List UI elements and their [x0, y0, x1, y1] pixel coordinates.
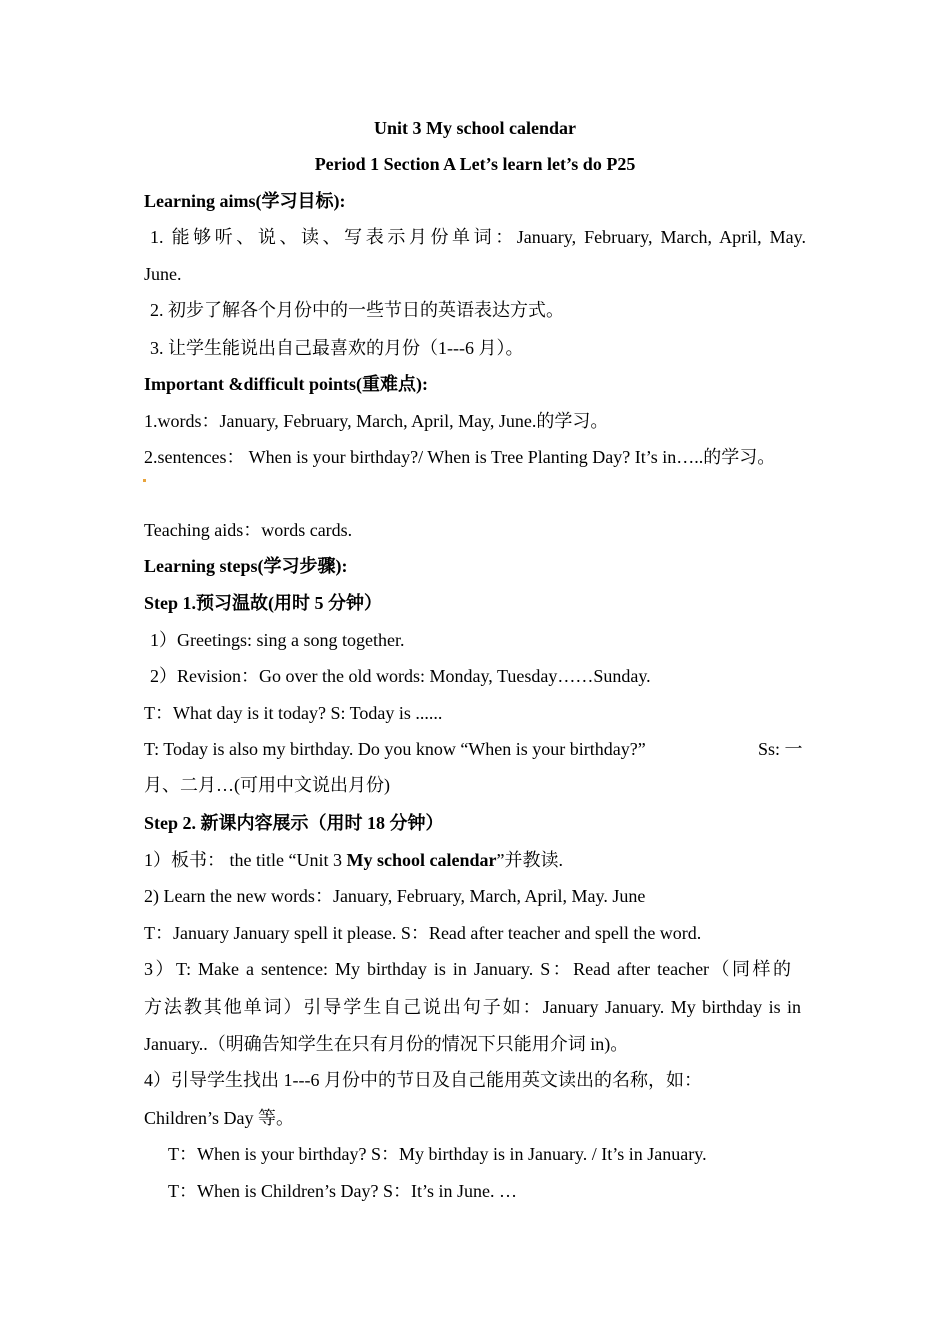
step-2-line-3: T：January January spell it please. S：Read after teacher and spell the word. — [144, 923, 702, 943]
document-title: Unit 3 My school calendar — [374, 118, 576, 138]
margin-marker — [143, 479, 146, 482]
key-point-2: 2.sentences： When is your birthday?/ When is Tree Planting Day? It’s in…..的学习。 — [144, 447, 776, 467]
step-1-line-5: 月、二月…(可用中文说出月份) — [144, 775, 390, 795]
step-2-line-9: T：When is your birthday? S：My birthday is in January. / It’s in January. — [168, 1144, 707, 1164]
learning-aim-2: 2. 初步了解各个月份中的一些节日的英语表达方式。 — [150, 300, 564, 320]
step-2-heading: Step 2. 新课内容展示（用时 18 分钟） — [144, 813, 444, 833]
step-2-line-1-pre: 1）板书： the title “Unit 3 — [144, 850, 347, 870]
key-point-1: 1.words：January, February, March, April, May, June.的学习。 — [144, 411, 609, 431]
key-points-heading: Important &difficult points(重难点): — [144, 374, 428, 394]
step-2-line-6: January..（明确告知学生在只有月份的情况下只能用介词 in)。 — [144, 1034, 629, 1054]
step-2-line-5: 方法教其他单词）引导学生自己说出句子如：January January. My birthday is in — [144, 997, 801, 1017]
learning-aim-1-continued: June. — [144, 264, 182, 284]
step-2-line-1 — [144, 848, 563, 872]
step-2-line-7: 4）引导学生找出 1---6 月份中的节日及自己能用英文读出的名称，如： — [144, 1070, 702, 1090]
document-subtitle: Period 1 Section A Let’s learn let’s do P25 — [314, 154, 636, 174]
learning-aim-3: 3. 让学生能说出自己最喜欢的月份（1---6 月）。 — [150, 338, 524, 358]
step-2-line-2: 2) Learn the new words：January, February, March, April, May. June — [144, 886, 646, 906]
learning-aim-1: 1. 能够听、说、读、写表示月份单词：January, February, March, April, May. — [150, 227, 806, 247]
step-2-line-1-post: ”并教读. — [496, 850, 563, 870]
step-1-line-4: T: Today is also my birthday. Do you know “When is your birthday?” — [144, 739, 646, 759]
step-1-line-1: 1）Greetings: sing a song together. — [150, 630, 405, 650]
learning-aims-heading: Learning aims(学习目标): — [144, 191, 346, 211]
step-1-line-2: 2）Revision：Go over the old words: Monday, Tuesday……Sunday. — [150, 666, 651, 686]
step-2-line-1-title: My school calendar — [346, 850, 497, 870]
step-2-line-4: 3）T: Make a sentence: My birthday is in January. S：Read after teacher（同样的 — [144, 959, 791, 979]
step-1-heading: Step 1.预习温故(用时 5 分钟） — [144, 593, 382, 613]
teaching-aids: Teaching aids：words cards. — [144, 520, 353, 540]
step-2-line-8: Children’s Day 等。 — [144, 1108, 294, 1128]
learning-steps-heading: Learning steps(学习步骤): — [144, 556, 348, 576]
step-2-line-10: T：When is Children’s Day? S：It’s in June. … — [168, 1181, 517, 1201]
step-1-line-3: T：What day is it today? S: Today is ...... — [144, 703, 443, 723]
step-1-line-4-response: Ss: 一 — [758, 739, 803, 759]
